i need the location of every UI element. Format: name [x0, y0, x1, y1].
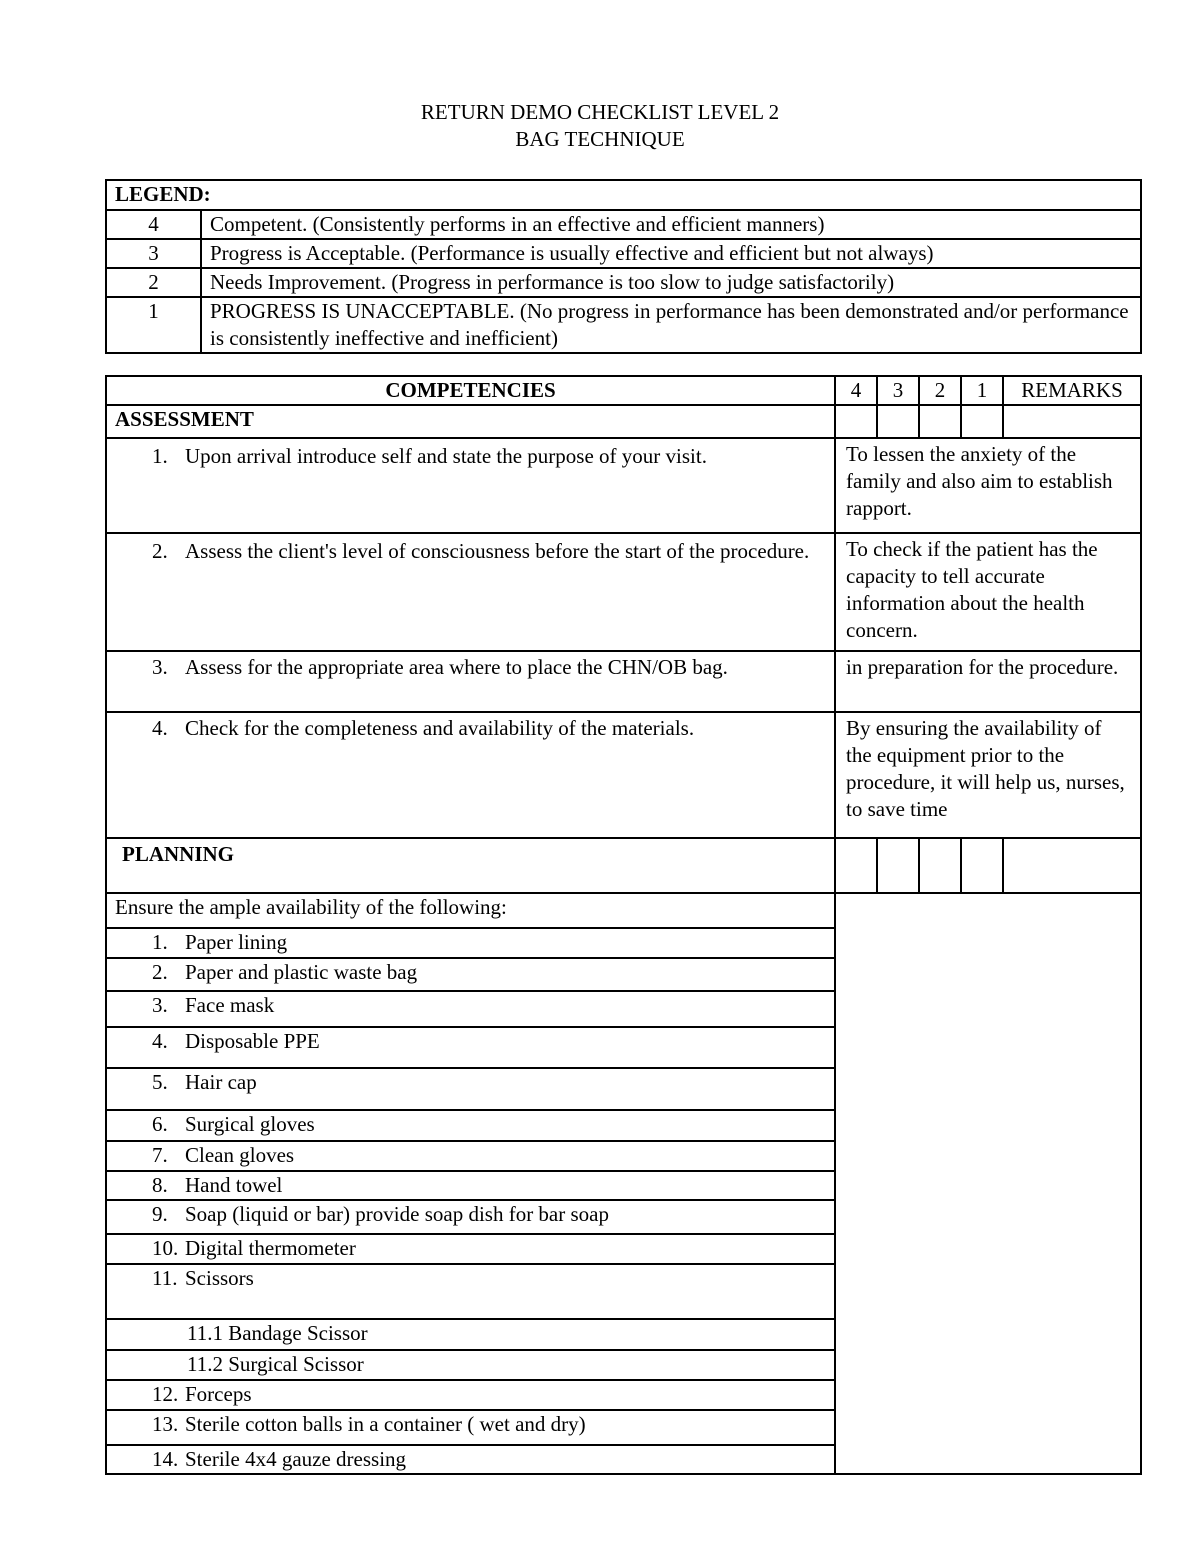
item-number: 12.	[152, 1382, 179, 1406]
competency-cell	[106, 651, 835, 712]
item-text: Hand towel	[185, 1173, 283, 1197]
competencies-header: COMPETENCIES	[106, 376, 835, 405]
item-text: Surgical gloves	[185, 1112, 315, 1136]
item-text: Assess the client's level of consciousness before the start of the procedure.	[185, 539, 810, 563]
assessment-row	[106, 651, 1141, 712]
score-4-header: 4	[835, 376, 877, 405]
item-number: 4.	[152, 716, 168, 740]
item-text: Paper and plastic waste bag	[185, 960, 418, 984]
item-text: Clean gloves	[185, 1143, 295, 1167]
assessment-section-row	[106, 405, 1141, 438]
remark-text: To lessen the anxiety of the family and also aim to establish rapport.	[835, 438, 1141, 533]
item-number: 8.	[152, 1173, 168, 1197]
item-text: Sterile 4x4 gauze dressing	[185, 1447, 407, 1471]
item-text: 11.1 Bandage Scissor	[106, 1319, 835, 1350]
item-text: Check for the completeness and availability of the materials.	[185, 716, 695, 740]
legend-row	[106, 210, 1141, 239]
planning-remarks-cell[interactable]	[835, 893, 1141, 1474]
score-cell[interactable]	[835, 838, 877, 893]
item-number: 7.	[152, 1143, 168, 1167]
document-title	[0, 99, 1200, 153]
remark-text: By ensuring the availability of the equipment prior to the procedure, it will help us, nurses, to save time	[835, 712, 1141, 838]
item-text: Assess for the appropriate area where to place the CHN/OB bag.	[185, 655, 728, 679]
item-text: Soap (liquid or bar) provide soap dish for bar soap	[185, 1202, 609, 1226]
remarks-cell[interactable]	[1003, 838, 1141, 893]
planning-heading: PLANNING	[106, 838, 835, 893]
item-number: 2.	[152, 539, 168, 563]
item-number: 9.	[152, 1202, 168, 1226]
planning-intro-row	[106, 893, 1141, 928]
competencies-table	[105, 375, 1142, 1475]
legend-row	[106, 268, 1141, 297]
title-line-2: BAG TECHNIQUE	[515, 127, 685, 151]
legend-num: 2	[106, 268, 201, 297]
item-text: Paper lining	[185, 930, 288, 954]
item-text: Hair cap	[185, 1070, 257, 1094]
competency-cell	[106, 533, 835, 651]
legend-desc: Competent. (Consistently performs in an effective and efficient manners)	[201, 210, 1141, 239]
title-line-1: RETURN DEMO CHECKLIST LEVEL 2	[420, 100, 780, 124]
score-2-header: 2	[919, 376, 961, 405]
remark-text: in preparation for the procedure.	[835, 651, 1141, 712]
item-text: Digital thermometer	[185, 1236, 356, 1260]
item-text: 11.2 Surgical Scissor	[106, 1350, 835, 1380]
legend-num: 4	[106, 210, 201, 239]
score-cell[interactable]	[877, 405, 919, 438]
competency-cell	[106, 438, 835, 533]
item-number: 4.	[152, 1029, 168, 1053]
item-number: 1.	[152, 930, 168, 954]
score-cell[interactable]	[961, 405, 1003, 438]
assessment-row	[106, 712, 1141, 838]
remark-text: To check if the patient has the capacity to tell accurate information about the health concern.	[835, 533, 1141, 651]
legend-desc: Progress is Acceptable. (Performance is usually effective and efficient but not always)	[201, 239, 1141, 268]
score-cell[interactable]	[835, 405, 877, 438]
header-row	[106, 376, 1141, 405]
item-number: 3.	[152, 655, 168, 679]
legend-row	[106, 297, 1141, 353]
item-number: 6.	[152, 1112, 168, 1136]
score-cell[interactable]	[919, 405, 961, 438]
item-number: 3.	[152, 993, 168, 1017]
legend-num: 3	[106, 239, 201, 268]
item-number: 1.	[152, 444, 168, 468]
item-number: 2.	[152, 960, 168, 984]
item-text: Upon arrival introduce self and state the purpose of your visit.	[185, 444, 707, 468]
item-text: Face mask	[185, 993, 275, 1017]
item-number: 5.	[152, 1070, 168, 1094]
legend-num: 1	[106, 297, 201, 353]
item-text: Sterile cotton balls in a container ( wet and dry)	[185, 1412, 586, 1436]
legend-table	[105, 179, 1142, 354]
legend-desc: Needs Improvement. (Progress in performance is too slow to judge satisfactorily)	[201, 268, 1141, 297]
item-text: Scissors	[185, 1266, 254, 1290]
competency-cell	[106, 712, 835, 838]
legend-row	[106, 239, 1141, 268]
item-text: Disposable PPE	[185, 1029, 320, 1053]
assessment-row	[106, 438, 1141, 533]
score-1-header: 1	[961, 376, 1003, 405]
score-cell[interactable]	[877, 838, 919, 893]
item-number: 14.	[152, 1447, 179, 1471]
score-3-header: 3	[877, 376, 919, 405]
assessment-heading: ASSESSMENT	[106, 405, 835, 438]
item-text: Forceps	[185, 1382, 252, 1406]
legend-desc: PROGRESS IS UNACCEPTABLE. (No progress in performance has been demonstrated and/or performance is consistently ineffective and inefficient)	[201, 297, 1141, 353]
item-number: 10.	[152, 1236, 179, 1260]
item-number: 13.	[152, 1412, 179, 1436]
remarks-cell[interactable]	[1003, 405, 1141, 438]
planning-section-row	[106, 838, 1141, 893]
remarks-header: REMARKS	[1003, 376, 1141, 405]
score-cell[interactable]	[919, 838, 961, 893]
assessment-row	[106, 533, 1141, 651]
legend-heading: LEGEND:	[106, 180, 1141, 210]
score-cell[interactable]	[961, 838, 1003, 893]
planning-intro: Ensure the ample availability of the following:	[106, 893, 835, 928]
item-number: 11.	[152, 1266, 178, 1290]
